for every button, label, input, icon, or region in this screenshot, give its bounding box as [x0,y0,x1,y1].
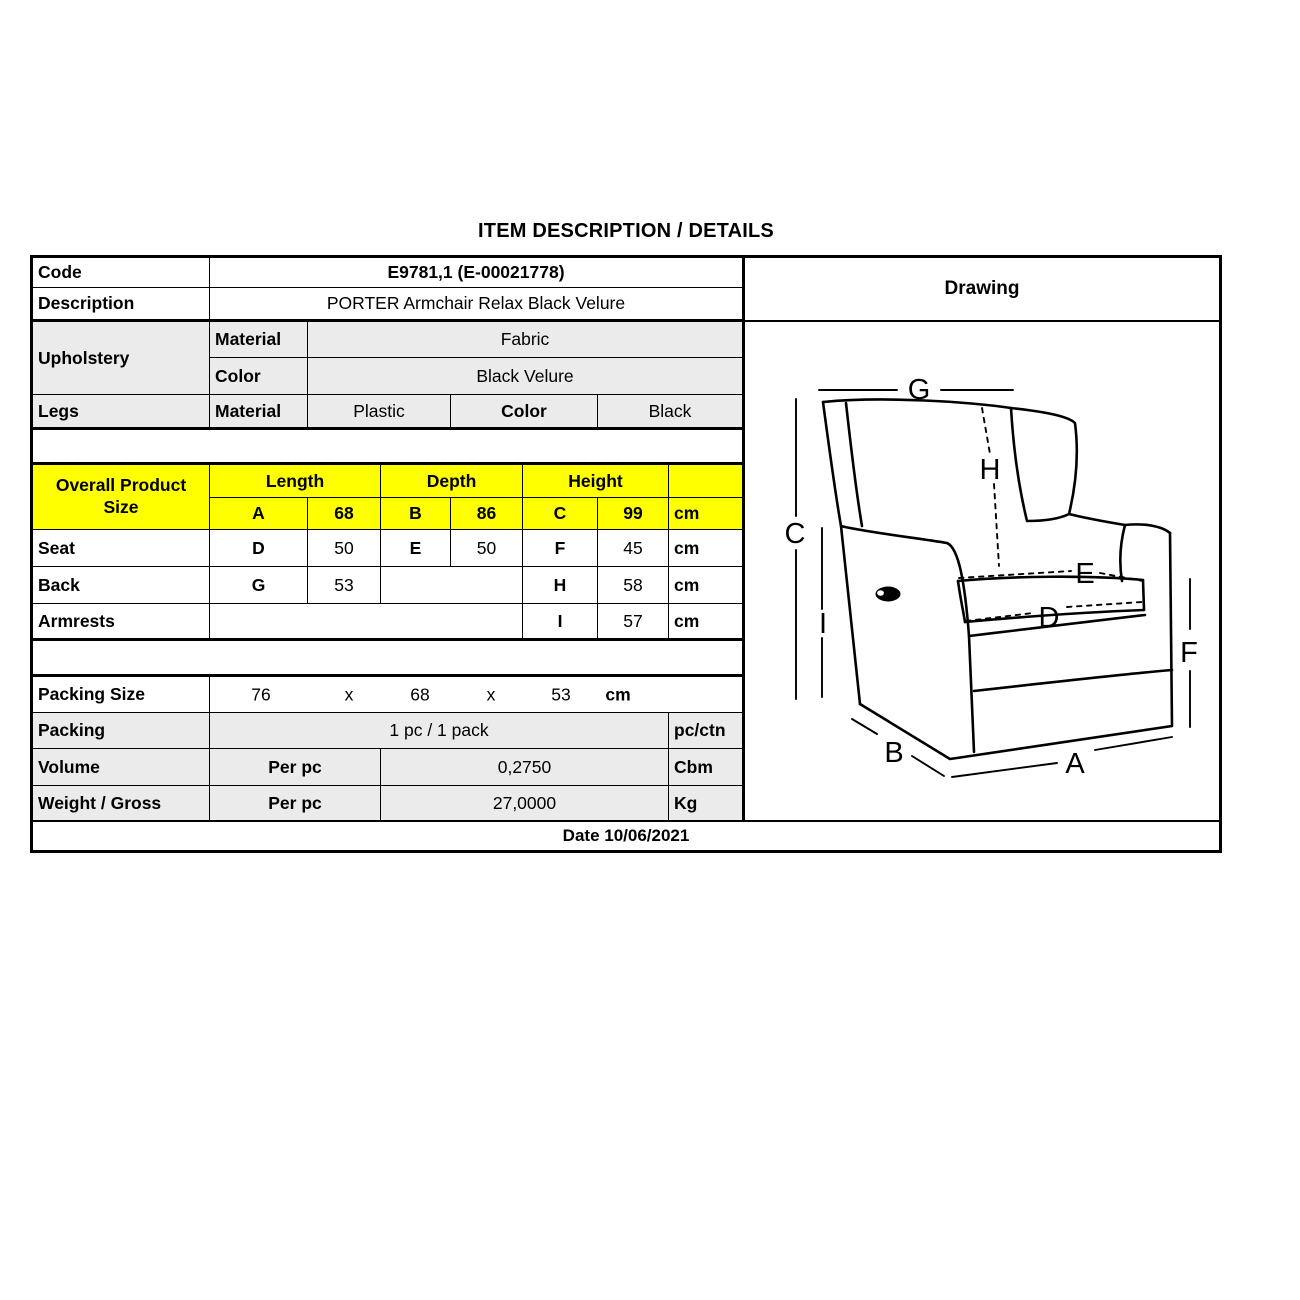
spacer-row [33,641,742,677]
code-label: Code [33,258,210,288]
dim-label-h: H [979,454,1001,486]
legs-material-label: Material [210,395,308,430]
recline-button-icon [876,587,901,602]
description-label: Description [33,288,210,322]
back-unit: cm [669,567,742,604]
back-length-key: G [210,567,308,604]
packing-size-w: 76 [251,684,271,704]
back-depth-empty [381,567,523,604]
upholstery-material-label: Material [210,322,308,358]
height-header: Height [523,465,669,498]
seat-height-value: 45 [598,530,669,567]
dim-label-b: B [884,737,904,769]
armrests-unit: cm [669,604,742,641]
back-height-value: 58 [598,567,669,604]
overall-length-value: 68 [308,498,381,530]
seat-length-value: 50 [308,530,381,567]
overall-size-label: Overall Product Size [33,465,210,530]
volume-label: Volume [33,749,210,786]
upholstery-material-value: Fabric [308,322,742,358]
dim-label-a: A [1065,748,1085,780]
dim-label-f: F [1180,637,1198,669]
dimension-lines [796,390,1190,777]
packing-size-unit: cm [605,684,631,704]
armchair-dimension-drawing [745,322,1219,818]
spacer-row [33,430,742,465]
drawing-column [745,258,1219,820]
volume-value: 0,2750 [381,749,669,786]
weight-label: Weight / Gross [33,786,210,820]
dim-label-i: I [818,608,828,640]
packing-size-values [210,677,742,713]
overall-height-value: 99 [598,498,669,530]
overall-height-key: C [523,498,598,530]
armrests-height-value: 57 [598,604,669,641]
page-title: ITEM DESCRIPTION / DETAILS [478,220,774,242]
seat-height-key: F [523,530,598,567]
seat-unit: cm [669,530,742,567]
date-row: Date 10/06/2021 [33,820,1219,850]
drawing-header: Drawing [745,258,1219,322]
depth-header: Depth [381,465,523,498]
weight-per-label: Per pc [210,786,381,820]
packing-unit: pc/ctn [669,713,742,749]
volume-unit: Cbm [669,749,742,786]
code-value: E9781,1 (E-00021778) [210,258,742,288]
length-header: Length [210,465,381,498]
upholstery-color-value: Black Velure [308,358,742,395]
legs-label: Legs [33,395,210,430]
packing-size-label: Packing Size [33,677,210,713]
packing-size-x1: x [344,684,354,704]
drawing-area [745,322,1219,818]
armrests-height-key: I [523,604,598,641]
armrests-label: Armrests [33,604,210,641]
overall-unit: cm [669,498,742,530]
unit-header-empty [669,465,742,498]
seat-depth-key: E [381,530,451,567]
spec-sheet [30,255,1222,853]
back-length-value: 53 [308,567,381,604]
overall-depth-key: B [381,498,451,530]
weight-unit: Kg [669,786,742,820]
packing-size-h: 53 [551,684,571,704]
packing-size-x2: x [486,684,496,704]
packing-value: 1 pc / 1 pack [210,713,669,749]
description-value: PORTER Armchair Relax Black Velure [210,288,742,322]
dim-label-e: E [1075,558,1095,590]
legs-color-label: Color [451,395,598,430]
seat-length-key: D [210,530,308,567]
back-height-key: H [523,567,598,604]
dim-label-g: G [907,374,931,406]
dim-label-d: D [1038,602,1060,634]
back-label: Back [33,567,210,604]
seat-label: Seat [33,530,210,567]
details-table [33,258,745,820]
packing-label: Packing [33,713,210,749]
upholstery-color-label: Color [210,358,308,395]
packing-size-d: 68 [410,684,430,704]
overall-length-key: A [210,498,308,530]
upholstery-label: Upholstery [33,322,210,395]
dim-label-c: C [784,518,806,550]
legs-color-value: Black [598,395,742,430]
weight-value: 27,0000 [381,786,669,820]
legs-material-value: Plastic [308,395,451,430]
seat-depth-value: 50 [451,530,523,567]
volume-per-label: Per pc [210,749,381,786]
overall-depth-value: 86 [451,498,523,530]
armrests-empty [210,604,523,641]
